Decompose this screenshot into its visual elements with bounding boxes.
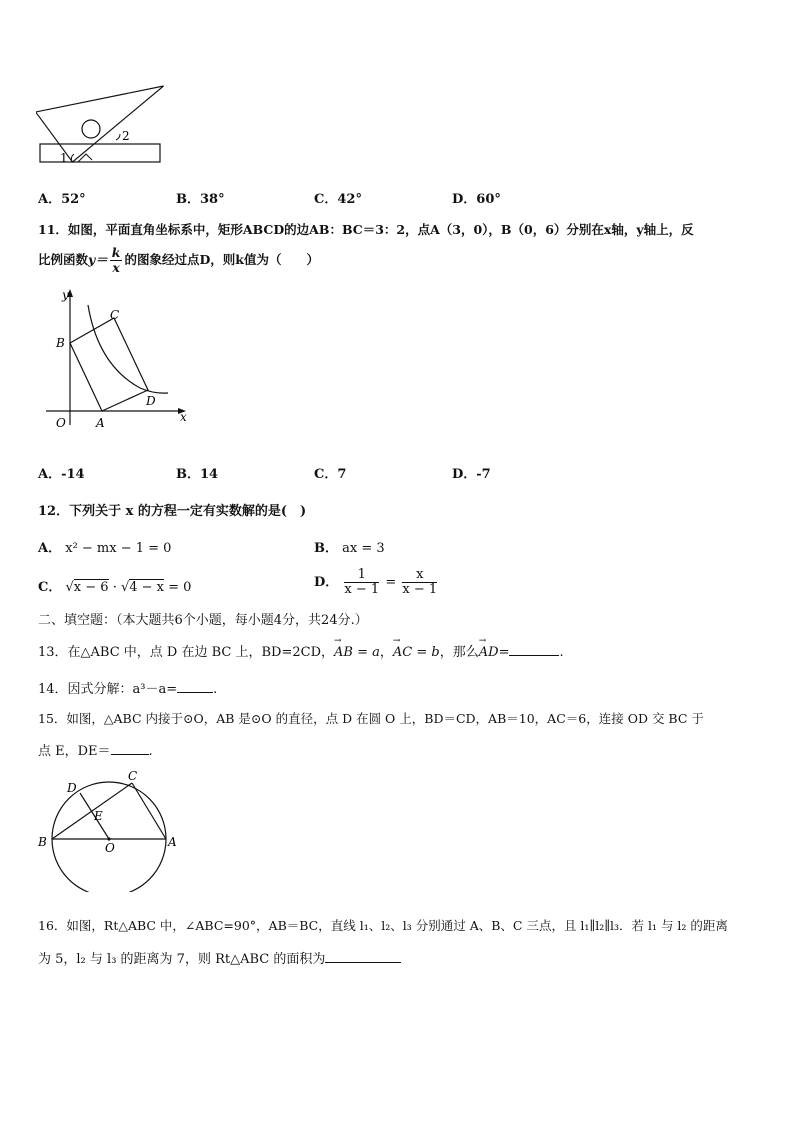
q10-option-a: A．52° <box>38 192 86 207</box>
x-axis-label: x <box>180 410 187 424</box>
angle-2-label: 2 <box>122 129 130 143</box>
q11-coordinate-figure <box>36 285 196 445</box>
q11-option-d: D．-7 <box>452 467 491 482</box>
q12-option-a: A． x² − mx − 1 = 0 <box>38 541 172 556</box>
point-c-label: C <box>110 308 120 322</box>
q12-option-d: D． $\frac{1}{x - 1}$ = $\frac{x}{x - 1}$ <box>314 567 438 597</box>
point-a-label: A <box>96 416 105 430</box>
q11-option-b: B．14 <box>176 467 219 482</box>
q13-stem: 13．在△ABC 中，点 D 在边 BC 上，BD=2CD，→ AB = a，→ AC = b，那么→ AD= . <box>38 641 564 660</box>
point-b-label: B <box>38 835 47 849</box>
q10-triangle-figure <box>36 82 166 168</box>
q15-circle-figure <box>34 766 184 892</box>
point-c-label: C <box>128 769 138 783</box>
q15-stem-line2: 点 E，DE＝ . <box>38 744 153 759</box>
point-d-label: D <box>146 394 156 408</box>
q13-answer-blank[interactable] <box>509 655 559 656</box>
q14-stem: 14．因式分解：a³－a= . <box>38 682 218 697</box>
q16-stem-line1: 16．如图，Rt△ABC 中，∠ABC=90°，AB＝BC，直线 l₁、l₂、l₃ 分别通过 A、B、C 三点，且 l₁∥l₂∥l₃．若 l₁ 与 l₂ 的距离 <box>38 918 728 933</box>
q12-option-b: B． ax = 3 <box>314 541 385 556</box>
q11-stem-line1: 11．如图，平面直角坐标系中，矩形ABCD的边AB：BC＝3：2，点A（3，0），B（0，6）分别在x轴，y轴上，反 <box>38 222 694 237</box>
q10-option-b: B．38° <box>176 192 225 207</box>
q16-stem-line2: 为 5，l₂ 与 l₃ 的距离为 7，则 Rt△ABC 的面积为 <box>38 948 401 967</box>
point-b-label: B <box>56 336 65 350</box>
point-a-label: A <box>168 835 177 849</box>
q11-option-a: A．-14 <box>38 467 85 482</box>
point-d-label: D <box>67 781 77 795</box>
q12-stem: 12．下列关于 x 的方程一定有实数解的是( ) <box>38 504 307 519</box>
section-2-heading: 二、填空题：（本大题共6个小题，每小题4分，共24分.） <box>38 613 368 628</box>
q10-option-c: C．42° <box>314 192 362 207</box>
q15-stem-line1: 15．如图，△ABC 内接于⊙O，AB 是⊙O 的直径，点 D 在圆 O 上，BD＝CD，AB＝10，AC＝6，连接 OD 交 BC 于 <box>38 711 704 726</box>
q14-answer-blank[interactable] <box>177 692 213 693</box>
q10-option-d: D．60° <box>452 192 501 207</box>
q12-option-c: C． √x − 6 · √4 − x = 0 <box>38 580 192 595</box>
angle-1-label: 1 <box>60 151 68 165</box>
point-o-label: O <box>105 841 115 855</box>
q11-stem-line2: 比例函数y＝ $\frac{k}{x}$ 的图象经过点D，则k值为（ ） <box>38 245 319 275</box>
q16-answer-blank[interactable] <box>325 962 401 963</box>
origin-label: O <box>56 416 66 430</box>
point-e-label: E <box>94 809 103 823</box>
q11-option-c: C．7 <box>314 467 347 482</box>
y-axis-label: y <box>62 288 69 302</box>
q15-answer-blank[interactable] <box>111 754 149 755</box>
